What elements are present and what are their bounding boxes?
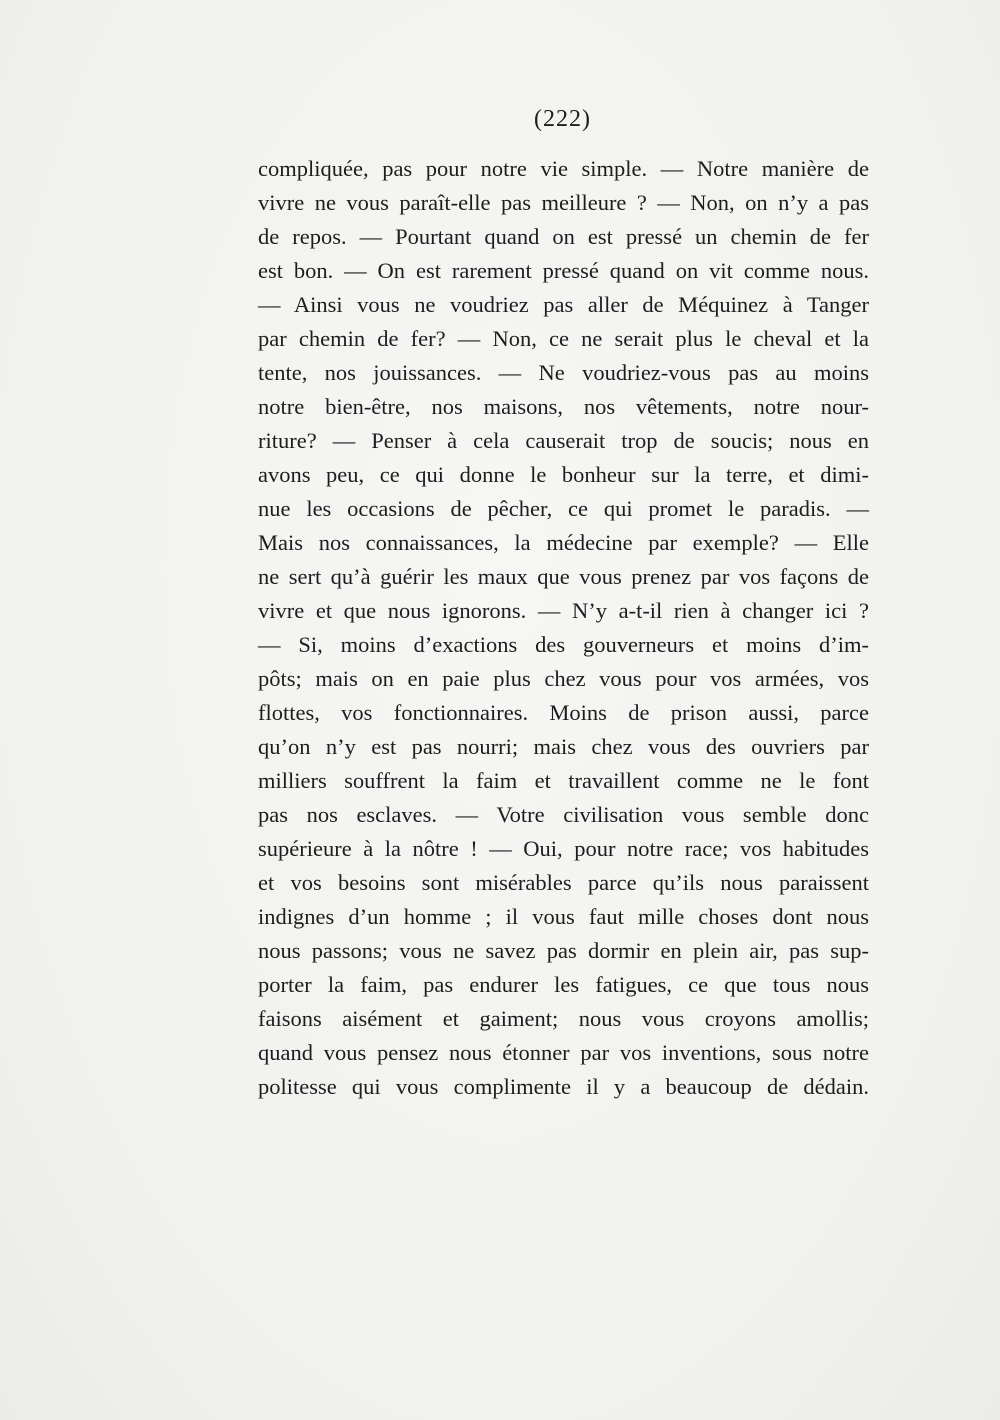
text-line: compliquée, pas pour notre vie simple. — Notre manière de bbox=[258, 156, 869, 181]
text-line: avons peu, ce qui donne le bonheur sur la terre, et dimi- bbox=[258, 462, 869, 487]
page-number: (222) bbox=[534, 106, 591, 132]
text-line: pas nos esclaves. — Votre civilisation vous semble donc bbox=[258, 802, 869, 827]
text-line: ne sert qu’à guérir les maux que vous prenez par vos façons de bbox=[258, 564, 869, 589]
text-line: supérieure à la nôtre ! — Oui, pour notre race; vos habitudes bbox=[258, 836, 869, 861]
text-line: flottes, vos fonctionnaires. Moins de prison aussi, parce bbox=[258, 700, 869, 725]
text-line: indignes d’un homme ; il vous faut mille choses dont nous bbox=[258, 904, 869, 929]
text-line: notre bien-être, nos maisons, nos vêtements, notre nour- bbox=[258, 394, 869, 419]
text-line: — Si, moins d’exactions des gouverneurs et moins d’im- bbox=[258, 632, 869, 657]
text-line: nous passons; vous ne savez pas dormir en plein air, pas sup- bbox=[258, 938, 869, 963]
text-line: tente, nos jouissances. — Ne voudriez-vous pas au moins bbox=[258, 360, 869, 385]
text-line: qu’on n’y est pas nourri; mais chez vous des ouvriers par bbox=[258, 734, 869, 759]
text-line: politesse qui vous complimente il y a beaucoup de dédain. bbox=[258, 1074, 869, 1099]
text-line: nue les occasions de pêcher, ce qui promet le paradis. — bbox=[258, 496, 869, 521]
text-line: porter la faim, pas endurer les fatigues, ce que tous nous bbox=[258, 972, 869, 997]
text-line: vivre et que nous ignorons. — N’y a-t-il rien à changer ici ? bbox=[258, 598, 869, 623]
text-line: quand vous pensez nous étonner par vos inventions, sous notre bbox=[258, 1040, 869, 1065]
text-line: pôts; mais on en paie plus chez vous pour vos armées, vos bbox=[258, 666, 869, 691]
text-line: vivre ne vous paraît-elle pas meilleure ? — Non, on n’y a pas bbox=[258, 190, 869, 215]
text-line: et vos besoins sont misérables parce qu’ils nous paraissent bbox=[258, 870, 869, 895]
text-line: riture? — Penser à cela causerait trop de soucis; nous en bbox=[258, 428, 869, 453]
text-line: faisons aisément et gaiment; nous vous croyons amollis; bbox=[258, 1006, 869, 1031]
text-line: par chemin de fer? — Non, ce ne serait plus le cheval et la bbox=[258, 326, 869, 351]
text-line: de repos. — Pourtant quand on est pressé un chemin de fer bbox=[258, 224, 869, 249]
body-text bbox=[258, 152, 869, 1104]
text-line: — Ainsi vous ne voudriez pas aller de Méquinez à Tanger bbox=[258, 292, 869, 317]
text-line: milliers souffrent la faim et travaillent comme ne le font bbox=[258, 768, 869, 793]
text-line: est bon. — On est rarement pressé quand on vit comme nous. bbox=[258, 258, 869, 283]
text-line: Mais nos connaissances, la médecine par exemple? — Elle bbox=[258, 530, 869, 555]
